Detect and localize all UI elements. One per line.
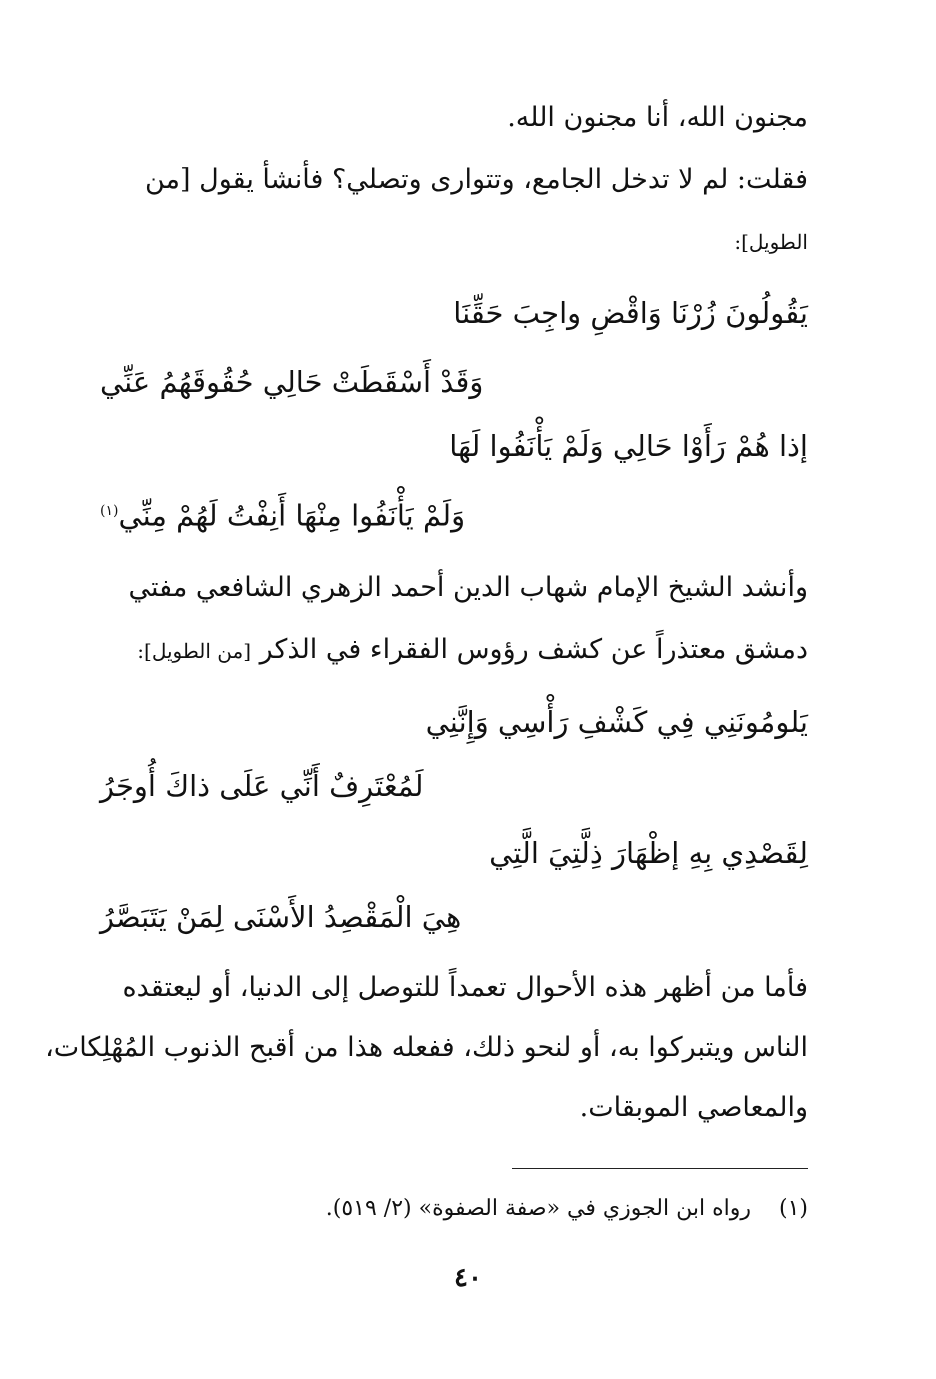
paragraph-3-line-2 bbox=[137, 630, 808, 671]
paragraph-2-line-2: الطويل]: bbox=[734, 230, 808, 254]
poem-1-verse-2-first-hemistich: إذا هُمْ رَأَوْا حَالِي وَلَمْ يَأْنَفُوا لَهَا bbox=[449, 429, 808, 463]
paragraph-1-line-1: مجنون الله، أنا مجنون الله. bbox=[507, 102, 808, 133]
paragraph-4-line-1: فأما من أظهر هذه الأحوال تعمداً للتوصل إلى الدنيا، أو ليعتقده bbox=[122, 972, 808, 1003]
poem-1-verse-1-first-hemistich: يَقُولُونَ زُرْنَا وَاقْضِ واجِبَ حَقِّنَا bbox=[453, 296, 808, 330]
poem-2-verse-1-second-hemistich: لَمُعْتَرِفٌ أَنِّي عَلَى ذاكَ أُوجَرُ bbox=[100, 769, 424, 803]
poem-2-verse-1-first-hemistich: يَلومُونَنِي فِي كَشْفِ رَأْسِي وَإِنَّنِي bbox=[425, 705, 808, 739]
verse-text: وَلَمْ يَأْنَفُوا مِنْهَا أَنِفْتُ لَهُمْ مِنِّي bbox=[118, 498, 466, 533]
paragraph-4-line-2: الناس ويتبركوا به، أو لنحو ذلك، ففعله هذا من أقبح الذنوب المُهْلِكات، bbox=[45, 1032, 808, 1063]
poem-2-verse-2-second-hemistich: هِيَ الْمَقْصِدُ الأَسْنَى لِمَنْ يَتَبَصَّرُ bbox=[100, 900, 462, 934]
footnote-number: (١) bbox=[778, 1196, 808, 1221]
page-number: ٤٠ bbox=[454, 1263, 482, 1293]
poem-2-verse-2-first-hemistich: لِقَصْدِي بِهِ إظْهَارَ ذِلَّتِيَ الَّتِي bbox=[489, 836, 808, 870]
footnote-separator bbox=[512, 1168, 808, 1169]
paragraph-3-line-2-text: دمشق معتذراً عن كشف رؤوس الفقراء في الذكر bbox=[259, 634, 808, 665]
paragraph-3-line-1: وأنشد الشيخ الإمام شهاب الدين أحمد الزهري الشافعي مفتي bbox=[128, 572, 808, 603]
paragraph-2-line-1: فقلت: لم لا تدخل الجامع، وتتوارى وتصلي؟ فأنشأ يقول [من bbox=[144, 164, 808, 195]
poem-1-verse-2-second-hemistich bbox=[100, 491, 465, 536]
footnote bbox=[326, 1193, 808, 1225]
footnote-reference: (١) bbox=[100, 503, 119, 519]
paragraph-4-line-3: والمعاصي الموبقات. bbox=[579, 1092, 808, 1123]
footnote-text: رواه ابن الجوزي في «صفة الصفوة» (٢/ ٥١٩). bbox=[325, 1196, 751, 1221]
meter-label: [من الطويل]: bbox=[137, 639, 252, 663]
poem-1-verse-1-second-hemistich: وَقَدْ أَسْقَطَتْ حَالِي حُقُوقَهُمُ عَنِّي bbox=[100, 365, 484, 399]
